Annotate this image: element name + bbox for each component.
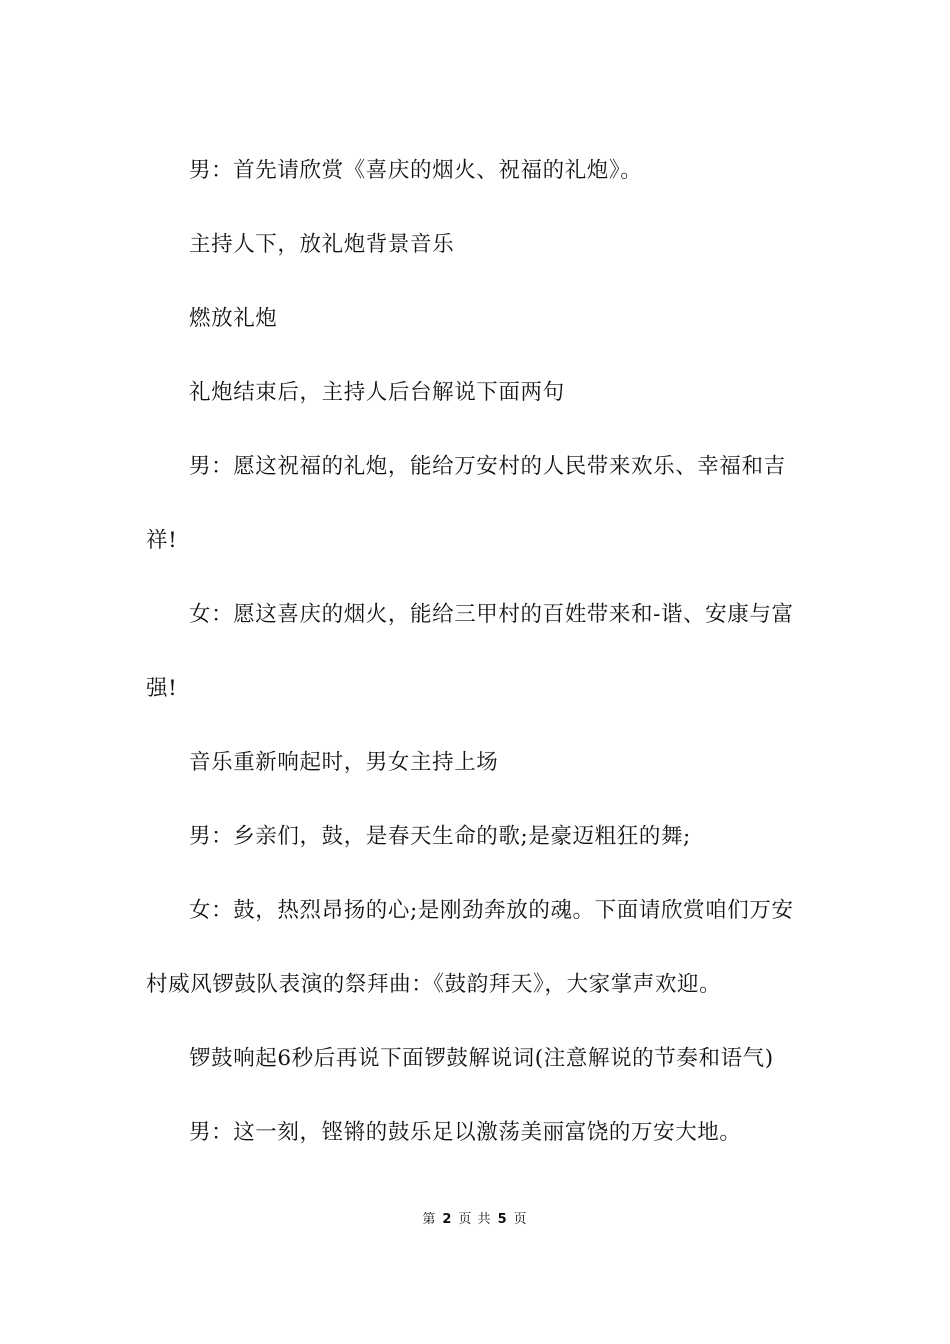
paragraph-11: 男：这一刻，铿锵的鼓乐足以激荡美丽富饶的万安大地。 <box>189 1120 742 1145</box>
paragraph-8: 男：乡亲们，鼓，是春天生命的歌;是豪迈粗狂的舞; <box>189 824 691 849</box>
footer-suffix: 页 <box>513 1212 528 1227</box>
paragraph-7: 音乐重新响起时，男女主持上场 <box>189 750 499 775</box>
footer-current-page: 2 <box>442 1212 453 1227</box>
document-body <box>146 134 810 1170</box>
footer-prefix: 第 <box>422 1212 437 1227</box>
paragraph-4: 礼炮结束后，主持人后台解说下面两句 <box>189 380 565 405</box>
paragraph-5: 男：愿这祝福的礼炮，能给万安村的人民带来欢乐、幸福和吉祥! <box>146 454 786 553</box>
paragraph-1: 男：首先请欣赏《喜庆的烟火、祝福的礼炮》。 <box>189 158 643 183</box>
paragraph-9: 女：鼓，热烈昂扬的心;是刚劲奔放的魂。下面请欣赏咱们万安村威风锣鼓队表演的祭拜曲：《鼓韵拜天》，大家掌声欢迎。 <box>146 898 794 997</box>
footer-middle: 页 共 <box>458 1212 492 1227</box>
page-footer <box>0 1208 950 1227</box>
paragraph-6: 女：愿这喜庆的烟火，能给三甲村的百姓带来和-谐、安康与富强! <box>146 602 794 701</box>
footer-total-pages: 5 <box>497 1212 508 1227</box>
paragraph-2: 主持人下，放礼炮背景音乐 <box>189 232 455 257</box>
paragraph-3: 燃放礼炮 <box>189 306 278 331</box>
paragraph-10: 锣鼓响起6秒后再说下面锣鼓解说词(注意解说的节奏和语气) <box>189 1046 774 1071</box>
